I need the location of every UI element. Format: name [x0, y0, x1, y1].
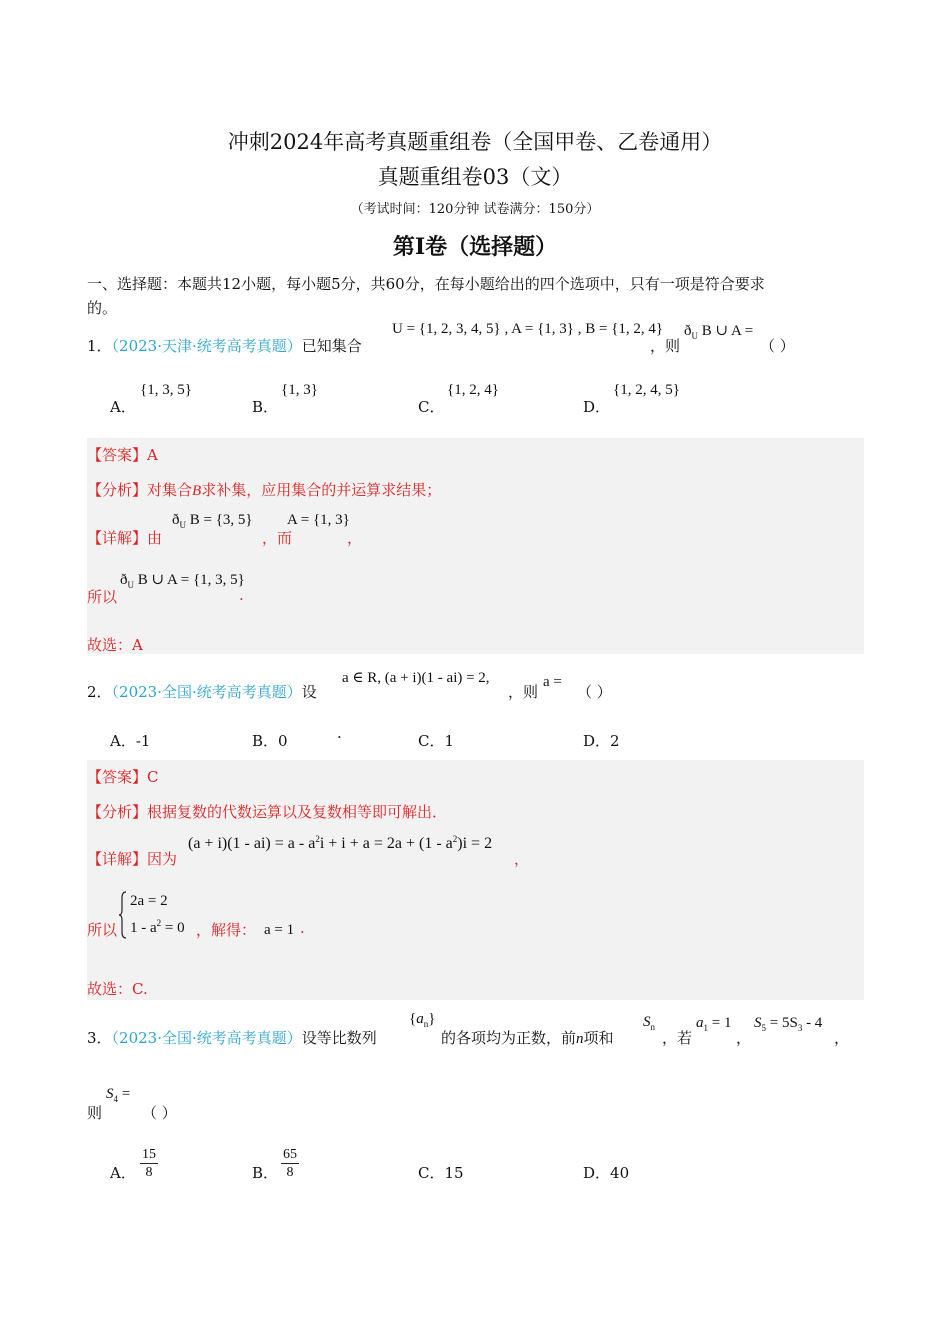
paper-title-line2: 真题重组卷03（文） — [377, 165, 573, 189]
q1-set-definitions: U = {1, 2, 3, 4, 5} , A = {1, 3} , B = {1, 2, 4} — [392, 321, 664, 337]
q2-option-c[interactable]: C．1 — [418, 732, 455, 750]
q3-target: $S_4$ = — [106, 1086, 131, 1104]
q1-option-d-value: {1, 2, 4, 5} — [613, 382, 680, 398]
q1-option-b[interactable]: B． — [252, 398, 279, 416]
q1-then: ，则 — [650, 337, 681, 355]
q1-option-a[interactable]: A． — [110, 398, 136, 416]
q3-sequence: $\{a_n\}$ — [409, 1011, 436, 1029]
q2-system-line2: $1 - a^2 = 0$ — [130, 918, 185, 936]
q2-solve-end: . — [300, 919, 305, 937]
question-number: 3． — [87, 1029, 112, 1047]
q3-condition-1: $a_1 = 1$ — [696, 1015, 732, 1033]
q2-analysis: 【分析】根据复数的代数运算以及复数相等即可解出． — [87, 803, 448, 821]
q1-option-c-value: {1, 2, 4} — [447, 382, 499, 398]
q2-option-d[interactable]: D．2 — [583, 732, 620, 750]
instructions-line1: 一、选择题：本题共12小题，每小题5分，共60分，在每小题给出的四个选项中，只有一项是符合要求 — [87, 275, 765, 293]
q1-option-c[interactable]: C． — [418, 398, 445, 416]
q3-option-c[interactable]: C．15 — [418, 1164, 464, 1182]
q1-detail-math1: $ð_U$ B = {3, 5} — [172, 512, 253, 530]
q2-detail-math: $(a + i)(1 - ai) = a - a^2i + i + a = 2a + (1 - a^2)i = 2$ — [188, 834, 493, 852]
q1-answer: 【答案】A — [87, 446, 158, 464]
q3-comma-1: ， — [736, 1029, 752, 1047]
question-number: 1． — [87, 337, 112, 355]
stem-text: 已知集合 — [301, 337, 362, 355]
left-brace-icon — [118, 890, 128, 940]
q1-answer-box — [87, 438, 864, 654]
q3-condition-2: $S_5 = 5S_3 - 4$ — [754, 1015, 823, 1033]
q1-detail: 【详解】由 — [87, 529, 163, 547]
question-source: （2023·全国·统考高考真题） — [111, 683, 302, 701]
question-source: （2023·全国·统考高考真题） — [111, 1029, 302, 1047]
q2-system-line1: 2a = 2 — [130, 893, 168, 909]
q1-target-expression: $ð_U$ B ∪ A = — [684, 323, 754, 341]
q1-so: 所以 — [87, 588, 118, 606]
q3-option-b[interactable]: B． — [252, 1164, 279, 1182]
stem-text: 设等比数列 — [301, 1029, 377, 1047]
q1-choose: 故选：A — [87, 636, 143, 654]
q2-solve: ，解得： — [196, 921, 257, 939]
q2-then: ，则 — [508, 683, 539, 701]
q1-detail-math2: A = {1, 3} — [287, 512, 350, 528]
q3-comma-2: ， — [834, 1029, 850, 1047]
q3-sum-symbol: $S_n$ — [643, 1014, 655, 1032]
q3-option-d[interactable]: D．40 — [583, 1164, 630, 1182]
q1-option-b-value: {1, 3} — [281, 382, 318, 398]
q2-target: a = — [543, 674, 562, 690]
q2-stem-math: a ∈ R, (a + i)(1 - ai) = 2, — [342, 670, 490, 686]
q1-answer-paren: （ ） — [760, 337, 795, 355]
q3-then: 则 — [87, 1104, 103, 1122]
question-2-stem — [87, 681, 317, 702]
question-1-stem — [87, 335, 362, 356]
q3-option-b-fraction: $\frac{65}{8}$ — [283, 1147, 297, 1180]
q2-detail-end: ， — [514, 850, 530, 868]
question-source: （2023·天津·统考高考真题） — [111, 337, 302, 355]
q1-option-a-value: {1, 3, 5} — [140, 382, 192, 398]
q2-solve-math: a = 1 — [264, 922, 295, 938]
q2-option-a[interactable]: A．-1 — [110, 732, 151, 750]
q2-answer-box — [87, 760, 864, 1000]
q2-answer-paren: （ ） — [577, 683, 612, 701]
stem-text: 设 — [301, 683, 317, 701]
q2-choose: 故选：C. — [87, 980, 148, 998]
q1-analysis: 【分析】对集合B求补集，应用集合的并运算求结果； — [87, 481, 442, 499]
q2-answer: 【答案】C — [87, 768, 159, 786]
question-number: 2． — [87, 683, 112, 701]
exam-info: （考试时间：120分钟 试卷满分：150分） — [350, 202, 600, 217]
q3-option-a[interactable]: A． — [110, 1164, 136, 1182]
q2-option-b[interactable]: B．0 — [252, 732, 288, 750]
q3-answer-paren: （ ） — [142, 1104, 177, 1122]
paper-title-line1: 冲刺2024年高考真题重组卷（全国甲卷、乙卷通用） — [227, 130, 723, 154]
q1-so-end: . — [239, 586, 244, 604]
q2-so: 所以 — [87, 921, 118, 939]
q1-so-math: $ð_U$ B ∪ A = {1, 3, 5} — [120, 572, 245, 590]
q1-detail-and: ，而 — [262, 529, 293, 547]
question-3-stem — [87, 1027, 377, 1048]
q3-option-a-fraction: $\frac{15}{8}$ — [142, 1147, 156, 1180]
q1-detail-comma: ， — [347, 529, 363, 547]
q3-stem-b: 的各项均为正数，前n项和 — [441, 1029, 614, 1047]
q2-detail: 【详解】因为 — [87, 850, 178, 868]
q1-option-d[interactable]: D． — [583, 398, 611, 416]
section-title: 第I卷（选择题） — [392, 234, 558, 260]
instructions-line2: 的。 — [87, 299, 118, 317]
q3-if: ，若 — [662, 1029, 693, 1047]
stray-dot: · — [337, 728, 342, 746]
